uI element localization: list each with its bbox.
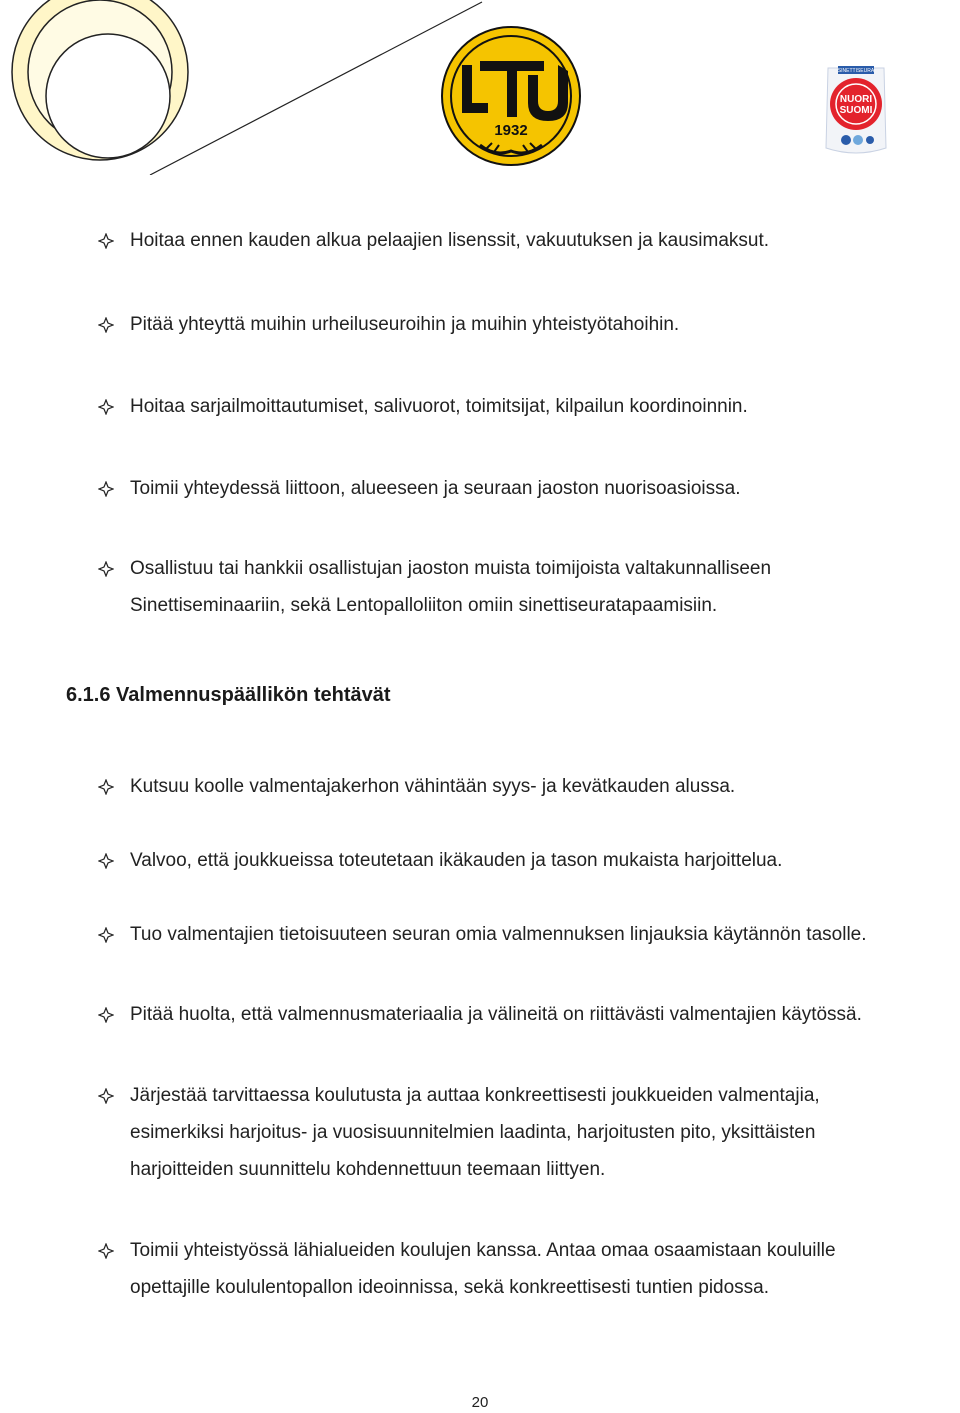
list-item (98, 842, 960, 879)
list-item-text: Pitää yhteyttä muihin urheiluseuroihin ja muihin yhteistyötahoihin. (130, 314, 680, 335)
diamond-bullet-icon (98, 388, 130, 425)
list-item-text: Toimii yhteydessä liittoon, alueeseen ja seuraan jaoston nuorisoasioissa. (130, 478, 741, 499)
list-item-text: Toimii yhteistyössä lähialueiden koulujen kanssa. Antaa omaa osaamistaan kouluille opettajille koululentopallon ideoinnissa, sekä konkreettisesti tuntien pidossa. (130, 1240, 836, 1298)
list-item-text: Järjestää tarvittaessa koulutusta ja auttaa konkreettisesti joukkueiden valmentajia, esimerkiksi harjoitus- ja vuosisuunnitelmien laadinta, harjoitusten pito, yksittäisten harjoitteiden suunnittelu kohdennettuun teemaan liittyen. (130, 1085, 820, 1180)
list-item (98, 470, 960, 507)
svg-text:SINETTISEURA: SINETTISEURA (837, 68, 875, 74)
diamond-bullet-icon (98, 1232, 130, 1269)
list-item (98, 1077, 960, 1188)
svg-text:SUOMI: SUOMI (839, 105, 873, 116)
svg-text:1932: 1932 (494, 122, 528, 139)
page-number: 20 (471, 1394, 489, 1411)
decorative-circles (0, 0, 490, 175)
ltu-club-logo (440, 25, 582, 167)
diamond-bullet-icon (98, 996, 130, 1033)
list-item (98, 222, 960, 259)
list-item (98, 306, 960, 343)
list-item-text: Valvoo, että joukkueissa toteutetaan ikäkauden ja tason mukaista harjoittelua. (130, 850, 783, 871)
list-item (98, 1232, 960, 1306)
list-item-text: Tuo valmentajien tietoisuuteen seuran omia valmennuksen linjauksia käytännön tasolle. (130, 924, 867, 945)
diamond-bullet-icon (98, 842, 130, 879)
list-item-text: Kutsuu koolle valmentajakerhon vähintään syys- ja kevätkauden alussa. (130, 776, 736, 797)
list-item-text: Osallistuu tai hankkii osallistujan jaoston muista toimijoista valtakunnalliseen Sinettiseminaariin, sekä Lentopalloliiton omiin sinettiseuratapaamisiin. (130, 558, 772, 616)
diamond-bullet-icon (98, 1077, 130, 1114)
diamond-bullet-icon (98, 768, 130, 805)
svg-text:NUORI: NUORI (839, 94, 873, 105)
list-item (98, 768, 960, 805)
diamond-bullet-icon (98, 916, 130, 953)
list-item-text: Hoitaa ennen kauden alkua pelaajien lisenssit, vakuutuksen ja kausimaksut. (130, 230, 770, 251)
diamond-bullet-icon (98, 306, 130, 343)
section-heading: 6.1.6 Valmennuspäällikön tehtävät (66, 684, 391, 706)
diamond-bullet-icon (98, 550, 130, 587)
list-item (98, 388, 960, 425)
list-item-text: Hoitaa sarjailmoittautumiset, salivuorot, toimitsijat, kilpailun koordinoinnin. (130, 396, 748, 417)
nuori-suomi-logo (820, 62, 892, 158)
diamond-bullet-icon (98, 470, 130, 507)
list-item-text: Pitää huolta, että valmennusmateriaalia ja välineitä on riittävästi valmentajien käytössä. (130, 1004, 862, 1025)
list-item (98, 996, 960, 1033)
diamond-bullet-icon (98, 222, 130, 259)
list-item (98, 916, 960, 953)
list-item (98, 550, 960, 624)
